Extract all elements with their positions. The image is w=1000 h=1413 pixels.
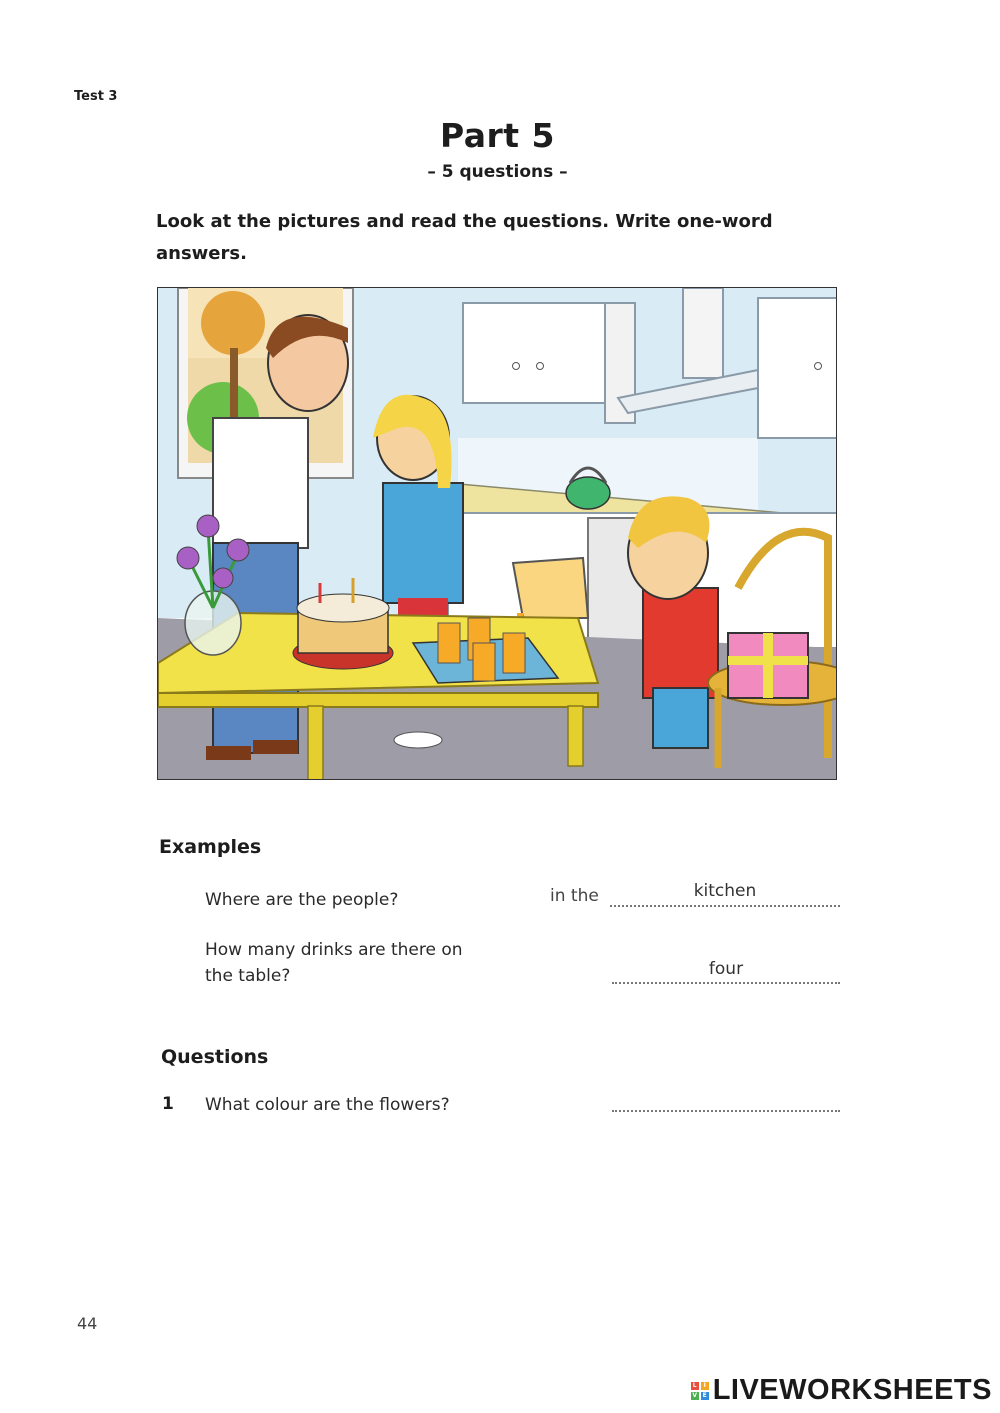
logo-letter-i: I bbox=[701, 1382, 709, 1390]
example-answer-prefix-1: in the bbox=[550, 886, 599, 906]
questions-heading: Questions bbox=[161, 1046, 269, 1068]
instructions-text: Look at the pictures and read the questions. Write one-word answers. bbox=[156, 211, 773, 264]
example-answer-1: kitchen bbox=[693, 881, 757, 901]
test-label: Test 3 bbox=[74, 89, 118, 104]
page-number: 44 bbox=[77, 1314, 98, 1333]
logo-grid-icon bbox=[691, 1382, 709, 1400]
example-answer-line-2 bbox=[612, 982, 840, 984]
logo-letter-v: V bbox=[692, 1391, 698, 1399]
liveworksheets-logo bbox=[691, 1374, 992, 1407]
kitchen-scene-illustration bbox=[157, 287, 837, 780]
logo-letter-l: L bbox=[691, 1382, 699, 1390]
page-subtitle: – 5 questions – bbox=[427, 162, 568, 182]
question-number-1: 1 bbox=[162, 1094, 174, 1114]
question-text-1: What colour are the flowers? bbox=[205, 1095, 450, 1115]
brand-name: LIVEWORKSHEETS bbox=[712, 1374, 992, 1406]
example-question-1: Where are the people? bbox=[205, 890, 399, 910]
answer-input-1[interactable] bbox=[612, 1088, 840, 1112]
examples-heading: Examples bbox=[159, 836, 262, 858]
page-title: Part 5 bbox=[439, 116, 556, 155]
example-answer-line-1 bbox=[610, 905, 840, 907]
example-answer-2: four bbox=[708, 959, 744, 979]
example-question-2: How many drinks are there on the table? bbox=[205, 940, 463, 986]
logo-letter-e: E bbox=[702, 1391, 707, 1399]
